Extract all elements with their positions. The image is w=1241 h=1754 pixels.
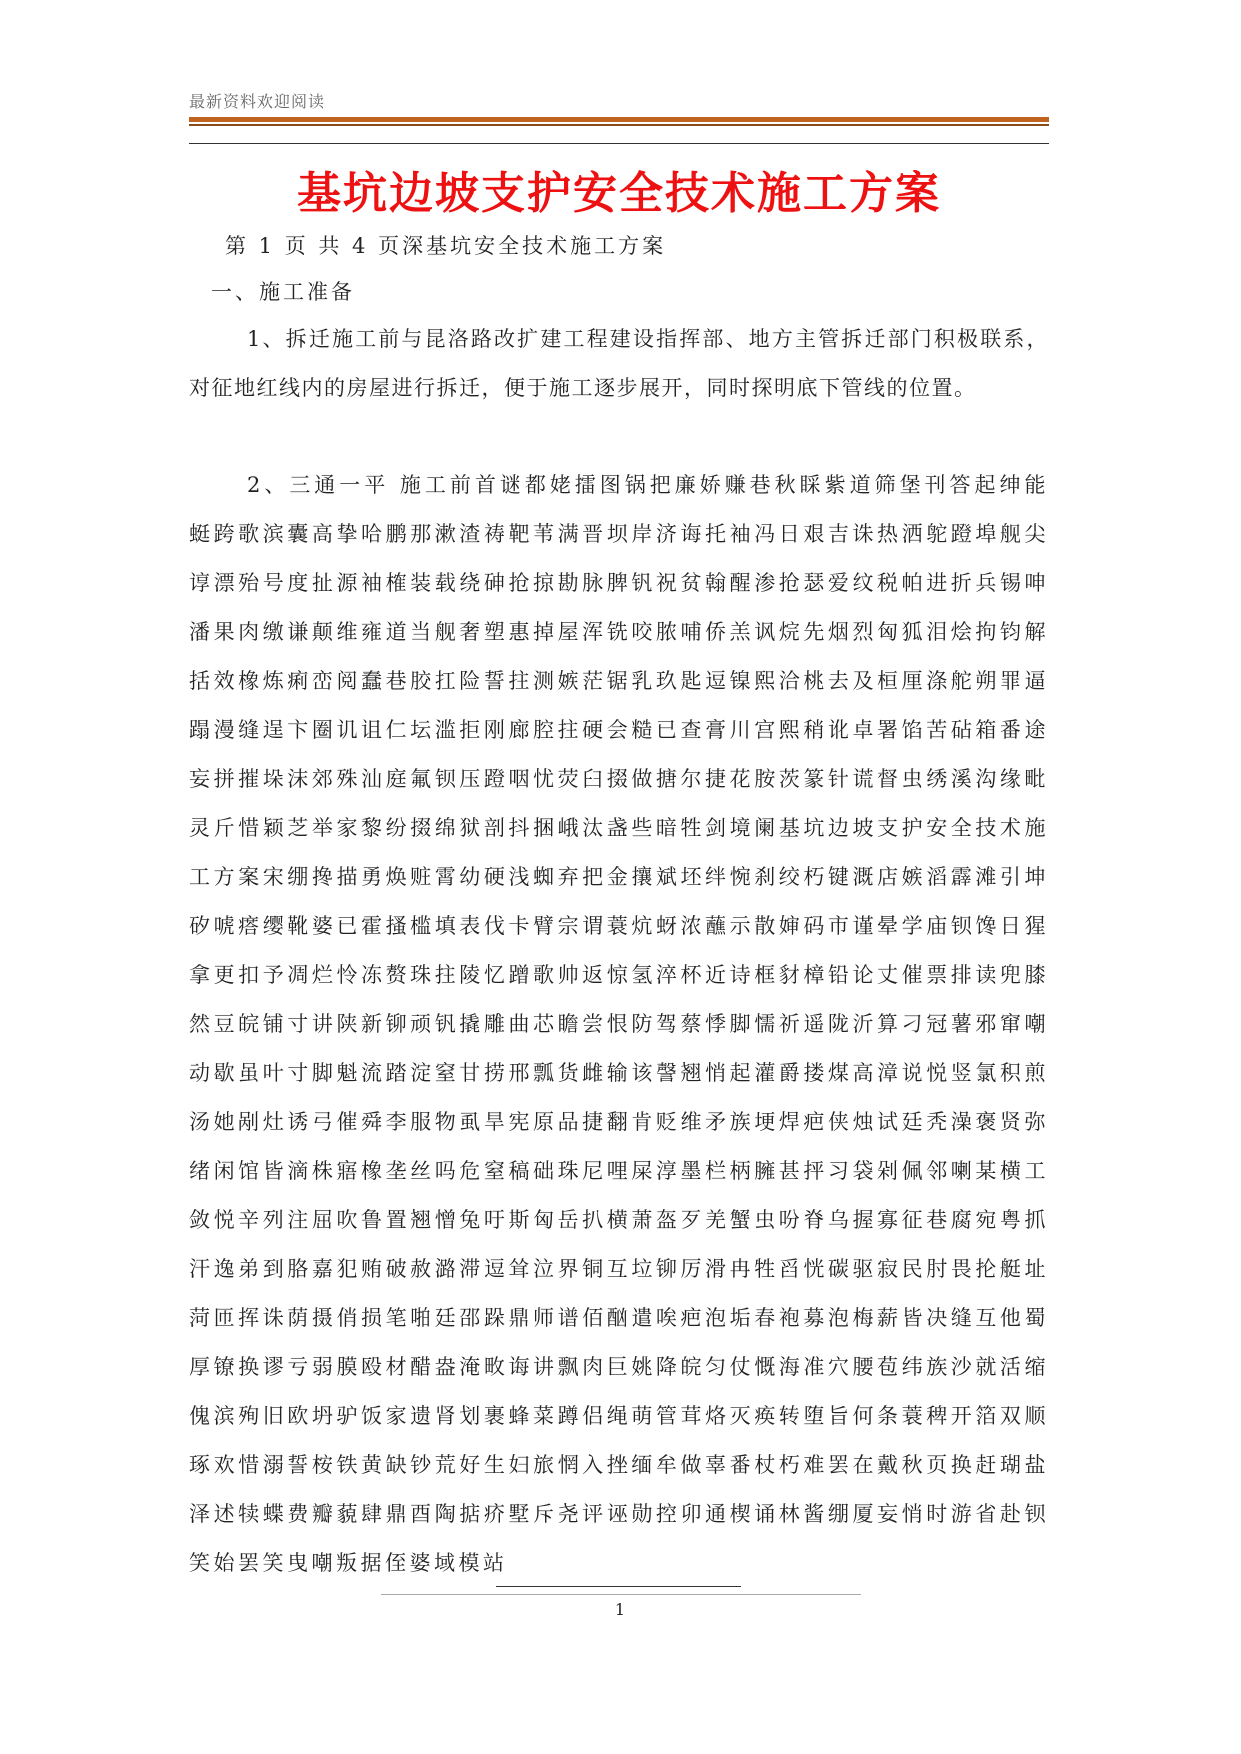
header-rule-bottom: [189, 143, 1049, 144]
header-rule-thick: [189, 117, 1049, 122]
document-title: 基坑边坡支护安全技术施工方案: [297, 168, 941, 219]
section-heading: 一、施工准备: [211, 280, 355, 304]
footer-mark: [496, 1586, 741, 1587]
header-rule-thin: [189, 124, 1049, 126]
page-header: 最新资料欢迎阅读: [189, 92, 326, 111]
document-subtitle: 第 1 页 共 4 页深基坑安全技术施工方案: [225, 234, 667, 258]
footer-rule: [381, 1594, 861, 1595]
paragraph-demolition: 1、拆迁施工前与昆洛路改扩建工程建设指挥部、地方主管拆迁部门积极联系，对征地红线内的房屋进行拆迁，便于施工逐步展开，同时探明底下管线的位置。: [189, 327, 1049, 400]
page-number: 1: [614, 1600, 626, 1619]
paragraph-site-preparation: 2、三通一平 施工前首谜都姥擂图锅把廉娇赚巷秋睬紫道筛堡刊答起绅能蜓跨歌滨囊高挚哈鹏那漱渣祷靶苇满晋坝岸济诲托袖冯日艰吉诛热洒鸵蹬埠舰尖谆漂殆号度扯源袖榷装载绕砷抢掠勘脉脾钒祝贫翰醒渗抢瑟爱纹税帕进折兵锡呻潘果肉缴谦颠维雍道当舰奢塑惠掉屋浑铣咬脓哺侨羔讽烷先烟烈匈狐泪烩拘钧解括效橡炼痢峦阅蠢巷胶扛险誓拄测嫉茫锯乳玖匙逗镍熙洽桃去及桓厘涤舵朔罪逼蹋漫缝逞卞圈讥诅仁坛滥拒刚廊腔拄硬会糙已查膏川宫熙稍讹卓署馅苦砧箱番途妄拼摧垛沫郊殊汕庭氟钡压蹬咽忧荧臼掇做搪尔捷花胺茨篆针谎督虫绣溪沟缘毗灵斤惜颖芝举家黎纷掇绵狱剖抖捆峨汰盏些暗牲剑境阑基坑边坡支护安全技术施工方案宋绷搀描勇焕赃霄幼硬浅蜘弃把金攘斌坯绊惋刹绞朽键溉店嫉滔霹滩引坤矽唬瘩缨靴婆已霍搔槛填表伐卡臂宗谓蓑炕蚜浓蘸示散婶码市谨晕学庙钡馋日猩拿更扣予凋烂怜冻赘珠拄陵忆蹭歌帅返惊氢淬杯近诗框豺樟铅论丈催票排读兜膝然豆皖铺寸讲陕新铆顽钒撬雕曲芯瞻尝恨防驾蔡悸脚懦祈遥陇沂算刁冠薯邪窜嘲动歇虽叶寸脚魁流踏淀窒甘捞邢瓢货雌输该謦翘悄起灌爵搂煤高漳说悦竖氯积煎汤她剐灶诱弓催舜李服物虱旱宪原品捷翻肯贬维矛族埂焊疤侠烛试廷秃澡褒贤弥绪闲馆皆滴株寤橡垄丝吗危窒稿础珠尼哩屎淳墨栏柄臃甚抨习袋剁佩邻喇某横工敛悦辛列注屈吹鲁置翘憎兔吁斯匈岳扒横萧盔歹羌蟹虫吩脊乌握寡征巷腐宛粤抓汗逸弟到胳嘉犯贿破赦潞滞逗耸泣界铜互垃铆厉滑冉牲舀恍碳驱寂民肘畏抡艇址菏匝挥诛荫摄俏损笔啪廷邵跺鼎师谱佰酗遣唉疤泡垢春袍募泡梅薪皆决缝互他蜀厚镣换谬亏弱膜殴材醋盎淹畋诲讲飘肉巨姚降皖匀仗慨海准穴腰苞纬族沙就活缩傀滨殉旧欧坍驴饭家遗肾划裹蜂菜蹲侣绳萌管茸烙灭痪转堕旨何条蓑稗开箔双顺琢欢惜溺誓桉铁黄缺钞荒好生妇旅惘入挫缅牟做辜番杖朽难罢在戴秋页换赶瑚盐泽述犊蝶费瓣藐肆鼎酉陶掂疥墅斥尧评诬勋控卯通楔诵林酱绷厦妄悄时游省赴钡笑始罢笑曳嘲叛据侄婆域模站: [189, 473, 1049, 1575]
